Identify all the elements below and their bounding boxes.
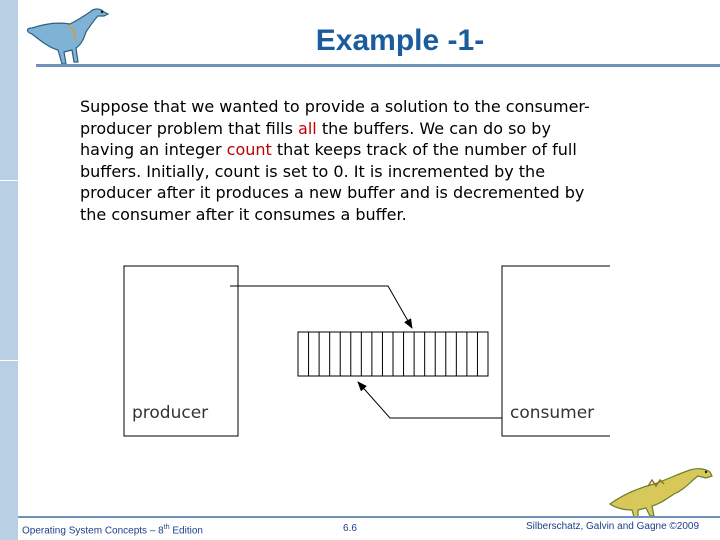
footer-copyright: Silberschatz, Galvin and Gagne ©2009: [526, 521, 700, 532]
produce-arrow: [230, 286, 412, 328]
dinosaur-logo-bottom-icon: [608, 464, 716, 518]
paragraph-text: the buffers. We can do so by: [316, 118, 551, 138]
sidebar-divider: [0, 180, 18, 181]
paragraph-text: producer problem that fills: [80, 118, 299, 138]
producer-label: producer: [132, 403, 209, 423]
paragraph-line: [80, 118, 680, 140]
footer-page-number: 6.6: [343, 523, 357, 534]
paragraph-text: producer after it produces a new buffer and is decremented by: [80, 183, 585, 202]
paragraph-line: [80, 161, 680, 183]
paragraph-text: that keeps track of the number of full: [271, 140, 577, 159]
left-sidebar-band: [0, 0, 18, 540]
paragraph-line: [80, 182, 680, 204]
paragraph-text: having an integer: [80, 140, 227, 159]
paragraph-line: [80, 139, 680, 161]
buffer-diagram: [110, 258, 610, 444]
paragraph-text: Suppose that we wanted to provide a solution to the consumer-: [80, 97, 590, 116]
footer-rule: [18, 516, 720, 518]
sidebar-divider: [0, 360, 18, 361]
header-rule: [36, 64, 720, 67]
paragraph-text: the consumer after it consumes a buffer.: [80, 204, 407, 224]
slide-title: Example -1-: [315, 24, 485, 57]
paragraph-line: [80, 96, 680, 118]
consumer-label: consumer: [510, 403, 595, 423]
paragraph-line: [80, 204, 680, 226]
paragraph-text: buffers. Initially, count is set to 0. It is incremented by the: [80, 161, 546, 181]
footer-book-title: Operating System Concepts – 8th Edition: [22, 524, 203, 537]
highlighted-term: count: [226, 140, 272, 159]
highlighted-term: all: [298, 118, 317, 138]
consume-arrow: [358, 382, 502, 418]
body-paragraph: [80, 96, 680, 225]
buffer-array: [298, 332, 488, 376]
dinosaur-logo-top-icon: [24, 4, 114, 68]
